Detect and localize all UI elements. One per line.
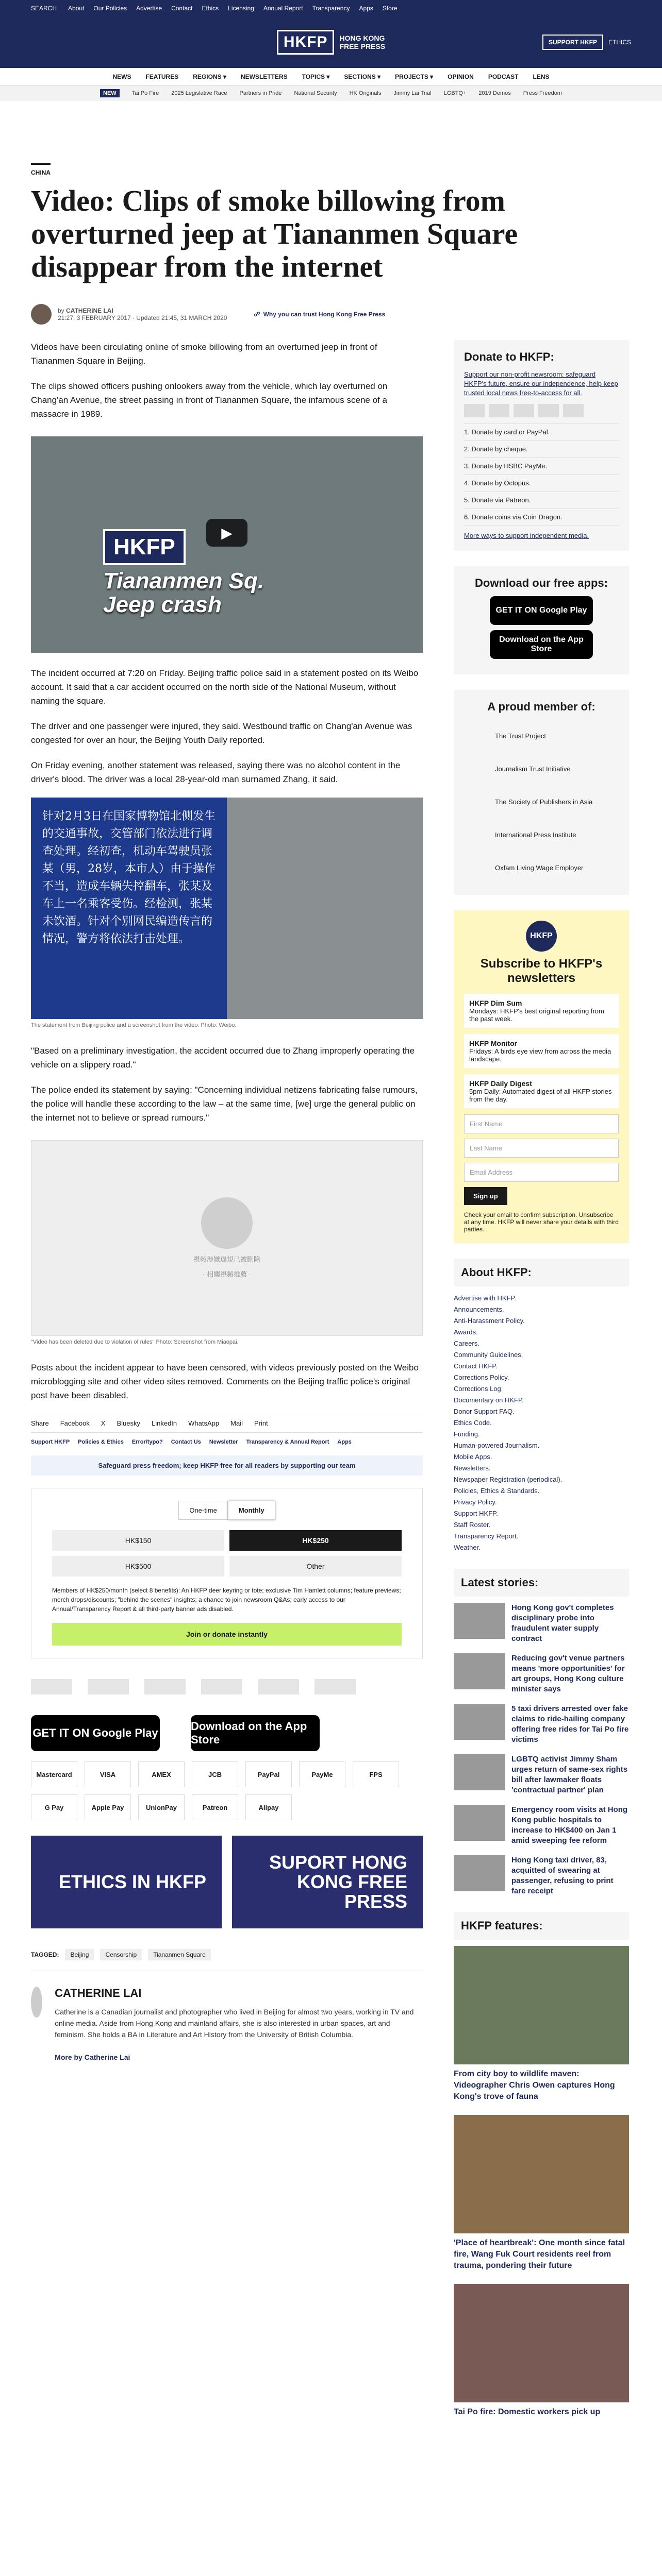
- partner-logo[interactable]: [315, 1679, 356, 1694]
- story-thumbnail: [454, 1704, 505, 1740]
- latest-story[interactable]: [454, 1603, 629, 1644]
- video-title: Tiananmen Sq.: [103, 568, 264, 594]
- donate-note: Members of HK$250/month (select 8 benefits): An HKFP deer keyring or tote; exclusive Tim Hamlett columns; feature previews; merch drops/discounts; "behind the scenes" insights; a chance to join newsroom Q&As; early access to our Annual/Transparency Report & all third-party banner ads disabled.: [52, 1587, 401, 1613]
- about-link[interactable]: Donor Support FAQ.: [454, 1408, 515, 1415]
- feature-title: Tai Po fire: Domestic workers pick up: [454, 2408, 601, 2416]
- story-title: LGBTQ activist Jimmy Sham urges return of same-sex rights bill after lawmaker floats 'contractual partner' plan: [511, 1755, 628, 1794]
- related-notice: · 相關視頻推薦 ·: [203, 1270, 251, 1278]
- monthly-tab[interactable]: Monthly: [228, 1501, 275, 1520]
- about-link[interactable]: Privacy Policy.: [454, 1498, 497, 1506]
- latest-story[interactable]: [454, 1653, 629, 1694]
- app-store-button[interactable]: Download on the App Store: [490, 630, 593, 659]
- author-name[interactable]: CATHERINE LAI: [66, 307, 113, 314]
- payment-icon: Patreon: [192, 1794, 238, 1820]
- about-link[interactable]: Newsletters.: [454, 1464, 491, 1472]
- topic-link[interactable]: Jimmy Lai Trial: [393, 90, 432, 96]
- tag[interactable]: Beijing: [65, 1949, 94, 1960]
- newsletter-note: Check your email to confirm subscription. Unsubscribe at any time. HKFP will never share your details with third parties.: [464, 1211, 619, 1233]
- newsletter-title: Subscribe to HKFP's newsletters: [480, 957, 603, 985]
- author-avatar: [31, 1987, 42, 2018]
- top-link[interactable]: Our Policies: [93, 5, 127, 12]
- payment-icon: JCB: [192, 1761, 238, 1787]
- sidebar-heading: HKFP features:: [454, 1912, 629, 1940]
- shield-icon: ☍: [254, 311, 260, 318]
- more-ways-link[interactable]: More ways to support independent media.: [464, 532, 589, 539]
- search-button[interactable]: SEARCH: [31, 5, 57, 12]
- about-link[interactable]: Support HKFP.: [454, 1510, 498, 1517]
- video-title: Jeep crash: [103, 592, 222, 617]
- story-thumbnail: [454, 1653, 505, 1689]
- about-link[interactable]: Advertise with HKFP.: [454, 1294, 517, 1302]
- about-link[interactable]: Staff Roster.: [454, 1521, 491, 1529]
- card-icon: [489, 404, 509, 417]
- nav-item[interactable]: REGIONS ▾: [193, 73, 226, 80]
- topic-link[interactable]: Press Freedom: [523, 90, 562, 96]
- donate-option[interactable]: 6. Donate coins via Coin Dragon.: [464, 509, 619, 526]
- payment-icon: Alipay: [245, 1794, 292, 1820]
- one-time-tab[interactable]: One-time: [178, 1501, 227, 1520]
- donate-widget: [31, 1488, 423, 1658]
- share-whatsapp[interactable]: WhatsApp: [188, 1419, 220, 1427]
- about-link[interactable]: Awards.: [454, 1328, 478, 1336]
- safeguard-banner[interactable]: Safeguard press freedom; keep HKFP free for all readers by supporting our team: [31, 1455, 423, 1476]
- card-icon: [464, 404, 485, 417]
- article-title: Video: Clips of smoke billowing from overturned jeep at Tiananmen Square disappear from the internet: [31, 184, 518, 283]
- top-link[interactable]: Licensing: [228, 5, 254, 12]
- by-label: by: [58, 307, 64, 314]
- feature-image: [454, 2115, 629, 2233]
- partner-logos: [31, 1679, 423, 1694]
- top-link[interactable]: Contact: [171, 5, 193, 12]
- nav-item[interactable]: NEWS: [112, 73, 131, 80]
- topic-link[interactable]: Tai Po Fire: [131, 90, 159, 96]
- logo-text: HONG KONG: [339, 34, 385, 42]
- paragraph: The clips showed officers pushing onlookers away from the vehicle, which lay overturned on Chang'an Avenue, the street passing in front of Tiananmen Square, the infamous scene of a massacre in 1989.: [31, 381, 388, 419]
- top-link[interactable]: Store: [382, 5, 398, 12]
- payment-icon: AMEX: [138, 1761, 185, 1787]
- nav-item[interactable]: LENS: [533, 73, 550, 80]
- topic-nav: [0, 86, 662, 101]
- payment-icon: PayMe: [299, 1761, 345, 1787]
- newsletter-desc: 5pm Daily: Automated digest of all HKFP stories from the day.: [469, 1088, 612, 1103]
- topic-link[interactable]: Partners in Pride: [239, 90, 282, 96]
- deleted-notice: 視頻涉嫌違規已被刪除: [193, 1256, 260, 1263]
- nav-item[interactable]: PODCAST: [488, 73, 519, 80]
- donate-option[interactable]: 5. Donate via Patreon.: [464, 492, 619, 509]
- payment-icon: UnionPay: [138, 1794, 185, 1820]
- payment-icon: G Pay: [31, 1794, 77, 1820]
- image-caption: "Video has been deleted due to violation of rules" Photo: Screenshot from Miaopai.: [31, 1339, 239, 1345]
- google-play-button[interactable]: GET IT ON Google Play: [490, 596, 593, 625]
- pull-quote: "Based on a preliminary investigation, the accident occurred due to Zhang improperly operating the vehicle on a slippery road.": [31, 1046, 415, 1070]
- ethics-link[interactable]: ETHICS: [608, 39, 631, 46]
- member-logo[interactable]: The Trust Project: [495, 732, 546, 740]
- share-bluesky[interactable]: Bluesky: [117, 1419, 140, 1427]
- newsletter-name: HKFP Daily Digest: [469, 1079, 532, 1088]
- trust-label: Why you can trust Hong Kong Free Press: [263, 311, 386, 318]
- author-name[interactable]: CATHERINE LAI: [55, 1987, 142, 1999]
- sidebar-heading: Latest stories:: [454, 1569, 629, 1597]
- nav-item[interactable]: SECTIONS ▾: [344, 73, 381, 80]
- about-link[interactable]: Documentary on HKFP.: [454, 1396, 524, 1404]
- topic-link[interactable]: 2019 Demos: [478, 90, 511, 96]
- video-player[interactable]: [31, 436, 423, 653]
- story-title: Emergency room visits at Hong Kong public hospitals to increase to HK$400 on Jan 1 amid sweeping fee reform: [511, 1805, 628, 1845]
- footer-link[interactable]: Apps: [337, 1439, 352, 1445]
- join-button[interactable]: Join or donate instantly: [52, 1623, 402, 1646]
- about-link[interactable]: Corrections Log.: [454, 1385, 503, 1393]
- story-thumbnail: [454, 1855, 505, 1891]
- first-name-field[interactable]: First Name: [464, 1114, 619, 1133]
- partner-logo[interactable]: [31, 1679, 72, 1694]
- about-link[interactable]: Policies, Ethics & Standards.: [454, 1487, 540, 1495]
- top-link[interactable]: Transparency: [312, 5, 350, 12]
- about-link[interactable]: Anti-Harassment Policy.: [454, 1317, 525, 1325]
- feature-image: [454, 1946, 629, 2064]
- donate-box: [454, 340, 629, 551]
- tag[interactable]: Censorship: [100, 1949, 142, 1960]
- feature-story[interactable]: [454, 2284, 629, 2418]
- statement-image: [31, 798, 423, 1019]
- ethics-banner[interactable]: ETHICS IN HKFP: [31, 1836, 222, 1928]
- newsletter-desc: Mondays: HKFP's best original reporting from the past week.: [469, 1007, 604, 1023]
- amount-option[interactable]: HK$150: [52, 1530, 224, 1551]
- about-link[interactable]: Announcements.: [454, 1306, 504, 1313]
- top-link[interactable]: Advertise: [136, 5, 162, 12]
- author-bio: Catherine is a Canadian journalist and photographer who lived in Beijing for almost two years, working in TV and online media. Aside from Hong Kong and mainland affairs, she is also interested in urban spaces, art and feminism. She holds a BA in Literature and Art History from the University of British Columbia.: [55, 2008, 414, 2039]
- about-link[interactable]: Funding.: [454, 1430, 480, 1438]
- play-icon[interactable]: ▶: [206, 519, 247, 547]
- story-thumbnail: [454, 1805, 505, 1841]
- article-category[interactable]: CHINA: [31, 163, 51, 176]
- sidebar-heading: About HKFP:: [454, 1259, 629, 1286]
- placeholder-icon: [201, 1197, 253, 1249]
- byline: [31, 304, 631, 325]
- footer-link[interactable]: Newsletter: [209, 1439, 238, 1445]
- story-thumbnail: [454, 1754, 505, 1790]
- nav-item[interactable]: PROJECTS ▾: [395, 73, 434, 80]
- latest-story[interactable]: [454, 1754, 629, 1795]
- sidebar: [454, 340, 629, 2430]
- donate-option[interactable]: 3. Donate by HSBC PayMe.: [464, 458, 619, 475]
- donate-option[interactable]: 2. Donate by cheque.: [464, 441, 619, 458]
- logo-box: HKFP: [277, 30, 335, 55]
- card-icon: [563, 404, 584, 417]
- feature-title: 'Place of heartbreak': One month since fatal fire, Wang Fuk Court residents reel from trauma, pondering their future: [454, 2239, 625, 2270]
- partner-logo[interactable]: [144, 1679, 186, 1694]
- topic-link[interactable]: 2025 Legislative Race: [171, 90, 227, 96]
- about-link[interactable]: Weather.: [454, 1544, 481, 1551]
- top-link[interactable]: Apps: [359, 5, 373, 12]
- sidebar-heading: Download our free apps:: [475, 577, 608, 589]
- paragraph: Videos have been circulating online of smoke billowing from an overturned jeep in front of Tiananmen Square in Beijing.: [31, 342, 377, 366]
- nav-item[interactable]: OPINION: [448, 73, 474, 80]
- about-box: [454, 1259, 629, 1553]
- topic-link[interactable]: National Security: [294, 90, 337, 96]
- amount-option[interactable]: HK$500: [52, 1556, 224, 1577]
- feature-story[interactable]: [454, 2115, 629, 2272]
- about-link[interactable]: Mobile Apps.: [454, 1453, 492, 1461]
- about-link[interactable]: Transparency Report.: [454, 1532, 519, 1540]
- footer-links: [31, 1439, 423, 1445]
- story-thumbnail: [454, 1603, 505, 1639]
- story-title: Reducing gov't venue partners means 'more opportunities' for art groups, Hong Kong culture minister says: [511, 1654, 625, 1693]
- partner-logo[interactable]: [201, 1679, 242, 1694]
- feature-image: [454, 2284, 629, 2402]
- new-badge: NEW: [100, 89, 120, 97]
- paragraph: The incident occurred at 7:20 on Friday. Beijing traffic police said in a statement posted on its Weibo account. It said that a car accident occurred on the north side of the National Museum, without naming the square.: [31, 668, 419, 706]
- card-icons: [464, 404, 619, 417]
- footer-link[interactable]: Error/typo?: [131, 1439, 163, 1445]
- share-bar: [31, 1414, 423, 1433]
- site-logo[interactable]: [277, 30, 385, 55]
- paragraph: The police ended its statement by saying: "Concerning individual netizens fabricating false rumours, the police will handle these according to the law – at the same time, [we] urge the general public on the internet not to believe or spread rumours.": [31, 1085, 418, 1123]
- member-logo[interactable]: Oxfam Living Wage Employer: [495, 864, 584, 872]
- partner-logo[interactable]: [258, 1679, 299, 1694]
- latest-box: [454, 1569, 629, 1896]
- more-by-author-link[interactable]: More by Catherine Lai: [55, 2053, 130, 2061]
- statement-text: 针对2月3日在国家博物馆北侧发生的交通事故，交管部门依法进行调查处理。经初查，机动车驾驶员张某（男，28岁，本市人）由于操作不当，造成车辆失控翻车，张某及车上一名乘客受伤。经检测，张某未饮酒。针对个别网民编造传言的情况，警方将依法打击处理。: [31, 798, 227, 1019]
- trust-link[interactable]: [254, 311, 385, 318]
- donate-text-link[interactable]: Support our non-profit newsroom: safeguard HKFP's future, ensure our independence, help keep trusted local news free-to-access for all.: [464, 370, 618, 397]
- story-title: Hong Kong gov't completes disciplinary probe into fraudulent water supply contract: [511, 1603, 614, 1643]
- top-link[interactable]: Ethics: [202, 5, 219, 12]
- payment-icon: Mastercard: [31, 1761, 77, 1787]
- story-title: Hong Kong taxi driver, 83, acquitted of swearing at passenger, refusing to print fare receipt: [511, 1856, 614, 1895]
- member-logo[interactable]: Journalism Trust Initiative: [495, 765, 571, 773]
- about-link[interactable]: Ethics Code.: [454, 1419, 492, 1427]
- newsletter-desc: Fridays: A birds eye view from across the media landscape.: [469, 1047, 611, 1063]
- amount-option[interactable]: Other: [229, 1556, 402, 1577]
- about-link[interactable]: Newspaper Registration (periodical).: [454, 1476, 562, 1483]
- about-link[interactable]: Community Guidelines.: [454, 1351, 523, 1359]
- latest-story[interactable]: [454, 1855, 629, 1896]
- author-avatar: [31, 304, 52, 325]
- about-link[interactable]: Contact HKFP.: [454, 1362, 498, 1370]
- topic-link[interactable]: HK Originals: [349, 90, 382, 96]
- last-name-field[interactable]: Last Name: [464, 1139, 619, 1158]
- paragraph: Posts about the incident appear to have been censored, with videos previously posted on the Weibo microblogging site and other video sites removed. Comments on the Beijing traffic police's original post have been disabled.: [31, 1363, 419, 1400]
- top-bar: [0, 0, 662, 16]
- share-x[interactable]: X: [101, 1419, 106, 1427]
- newsletter-option[interactable]: [464, 994, 619, 1028]
- video-badge: HKFP: [103, 529, 186, 565]
- newsletter-box: [454, 910, 629, 1243]
- payment-icon: VISA: [85, 1761, 131, 1787]
- tags: [31, 1949, 423, 1971]
- payment-icon: FPS: [353, 1761, 399, 1787]
- footer-link[interactable]: Support HKFP: [31, 1439, 70, 1445]
- feature-story[interactable]: [454, 1946, 629, 2103]
- nav-item[interactable]: TOPICS ▾: [302, 73, 330, 80]
- top-link[interactable]: Annual Report: [263, 5, 303, 12]
- sidebar-heading: A proud member of:: [487, 700, 595, 713]
- app-store-button[interactable]: Download on the App Store: [191, 1715, 320, 1751]
- signup-button[interactable]: Sign up: [464, 1187, 507, 1205]
- newsletter-name: HKFP Monitor: [469, 1039, 518, 1047]
- footer-link[interactable]: Contact Us: [171, 1439, 201, 1445]
- nav-item[interactable]: NEWSLETTERS: [240, 73, 288, 80]
- member-logo[interactable]: The Society of Publishers in Asia: [495, 798, 593, 806]
- site-header: [0, 16, 662, 68]
- donate-option[interactable]: 1. Donate by card or PayPal.: [464, 424, 619, 441]
- scene-photo: [227, 798, 423, 1019]
- footer-link[interactable]: Policies & Ethics: [78, 1439, 124, 1445]
- share-mail[interactable]: Mail: [230, 1419, 243, 1427]
- share-print[interactable]: Print: [254, 1419, 268, 1427]
- latest-story[interactable]: [454, 1805, 629, 1846]
- about-link[interactable]: Careers.: [454, 1340, 479, 1347]
- deleted-video-image: [31, 1140, 423, 1336]
- support-button[interactable]: SUPPORT HKFP: [542, 35, 603, 50]
- paragraph: The driver and one passenger were injured, they said. Westbound traffic on Chang'an Avenue was congested for over an hour, the Beijing Youth Daily reported.: [31, 721, 412, 745]
- partner-logo[interactable]: [88, 1679, 129, 1694]
- about-link[interactable]: Corrections Policy.: [454, 1374, 509, 1381]
- features-box: [454, 1912, 629, 2418]
- footer-link[interactable]: Transparency & Annual Report: [246, 1439, 329, 1445]
- sidebar-heading: Donate to HKFP:: [464, 350, 554, 363]
- newsletter-name: HKFP Dim Sum: [469, 999, 522, 1007]
- paragraph: On Friday evening, another statement was released, saying there was no alcohol content in the driver's blood. The driver was a local 28-year-old man surnamed Zhang, it said.: [31, 760, 401, 784]
- newsletter-option[interactable]: [464, 1074, 619, 1108]
- hkfp-badge: HKFP: [526, 921, 557, 952]
- author-box: [31, 1987, 423, 2074]
- main-nav: [0, 68, 662, 86]
- payment-methods: [31, 1761, 423, 1820]
- article-date: 21:27, 3 FEBRUARY 2017 · Updated 21:45, 31 MARCH 2020: [58, 314, 227, 321]
- story-title: 5 taxi drivers arrested over fake claims to ride-hailing company offering free rides for Tai Po fire victims: [511, 1704, 629, 1744]
- feature-title: From city boy to wildlife maven: Videographer Chris Owen captures Hong Kong's trove of fauna: [454, 2070, 615, 2101]
- support-banner[interactable]: SUPORT HONG KONG FREE PRESS: [232, 1836, 423, 1928]
- member-logo[interactable]: International Press Institute: [495, 831, 576, 839]
- logo-text: FREE PRESS: [339, 42, 386, 50]
- card-icon: [514, 404, 534, 417]
- article-body: [31, 340, 423, 2430]
- apps-box: [454, 566, 629, 674]
- tags-label: TAGGED:: [31, 1951, 59, 1958]
- newsletter-option[interactable]: [464, 1034, 619, 1068]
- payment-icon: PayPal: [245, 1761, 292, 1787]
- about-link[interactable]: Human-powered Journalism.: [454, 1442, 540, 1449]
- amount-option[interactable]: HK$250: [229, 1530, 402, 1551]
- topic-link[interactable]: LGBTQ+: [443, 90, 467, 96]
- google-play-button[interactable]: GET IT ON Google Play: [31, 1715, 160, 1751]
- nav-item[interactable]: FEATURES: [145, 73, 179, 80]
- members-box: [454, 690, 629, 895]
- latest-story[interactable]: [454, 1704, 629, 1745]
- tag[interactable]: Tiananmen Square: [148, 1949, 211, 1960]
- top-links: [68, 5, 398, 12]
- payment-icon: Apple Pay: [85, 1794, 131, 1820]
- share-facebook[interactable]: Facebook: [60, 1419, 90, 1427]
- image-caption: The statement from Beijing police and a screenshot from the video. Photo: Weibo.: [31, 1022, 237, 1028]
- donate-option[interactable]: 4. Donate by Octopus.: [464, 475, 619, 492]
- email-field[interactable]: Email Address: [464, 1163, 619, 1182]
- top-link[interactable]: About: [68, 5, 85, 12]
- card-icon: [538, 404, 559, 417]
- share-label: Share: [31, 1419, 49, 1427]
- share-linkedin[interactable]: LinkedIn: [152, 1419, 177, 1427]
